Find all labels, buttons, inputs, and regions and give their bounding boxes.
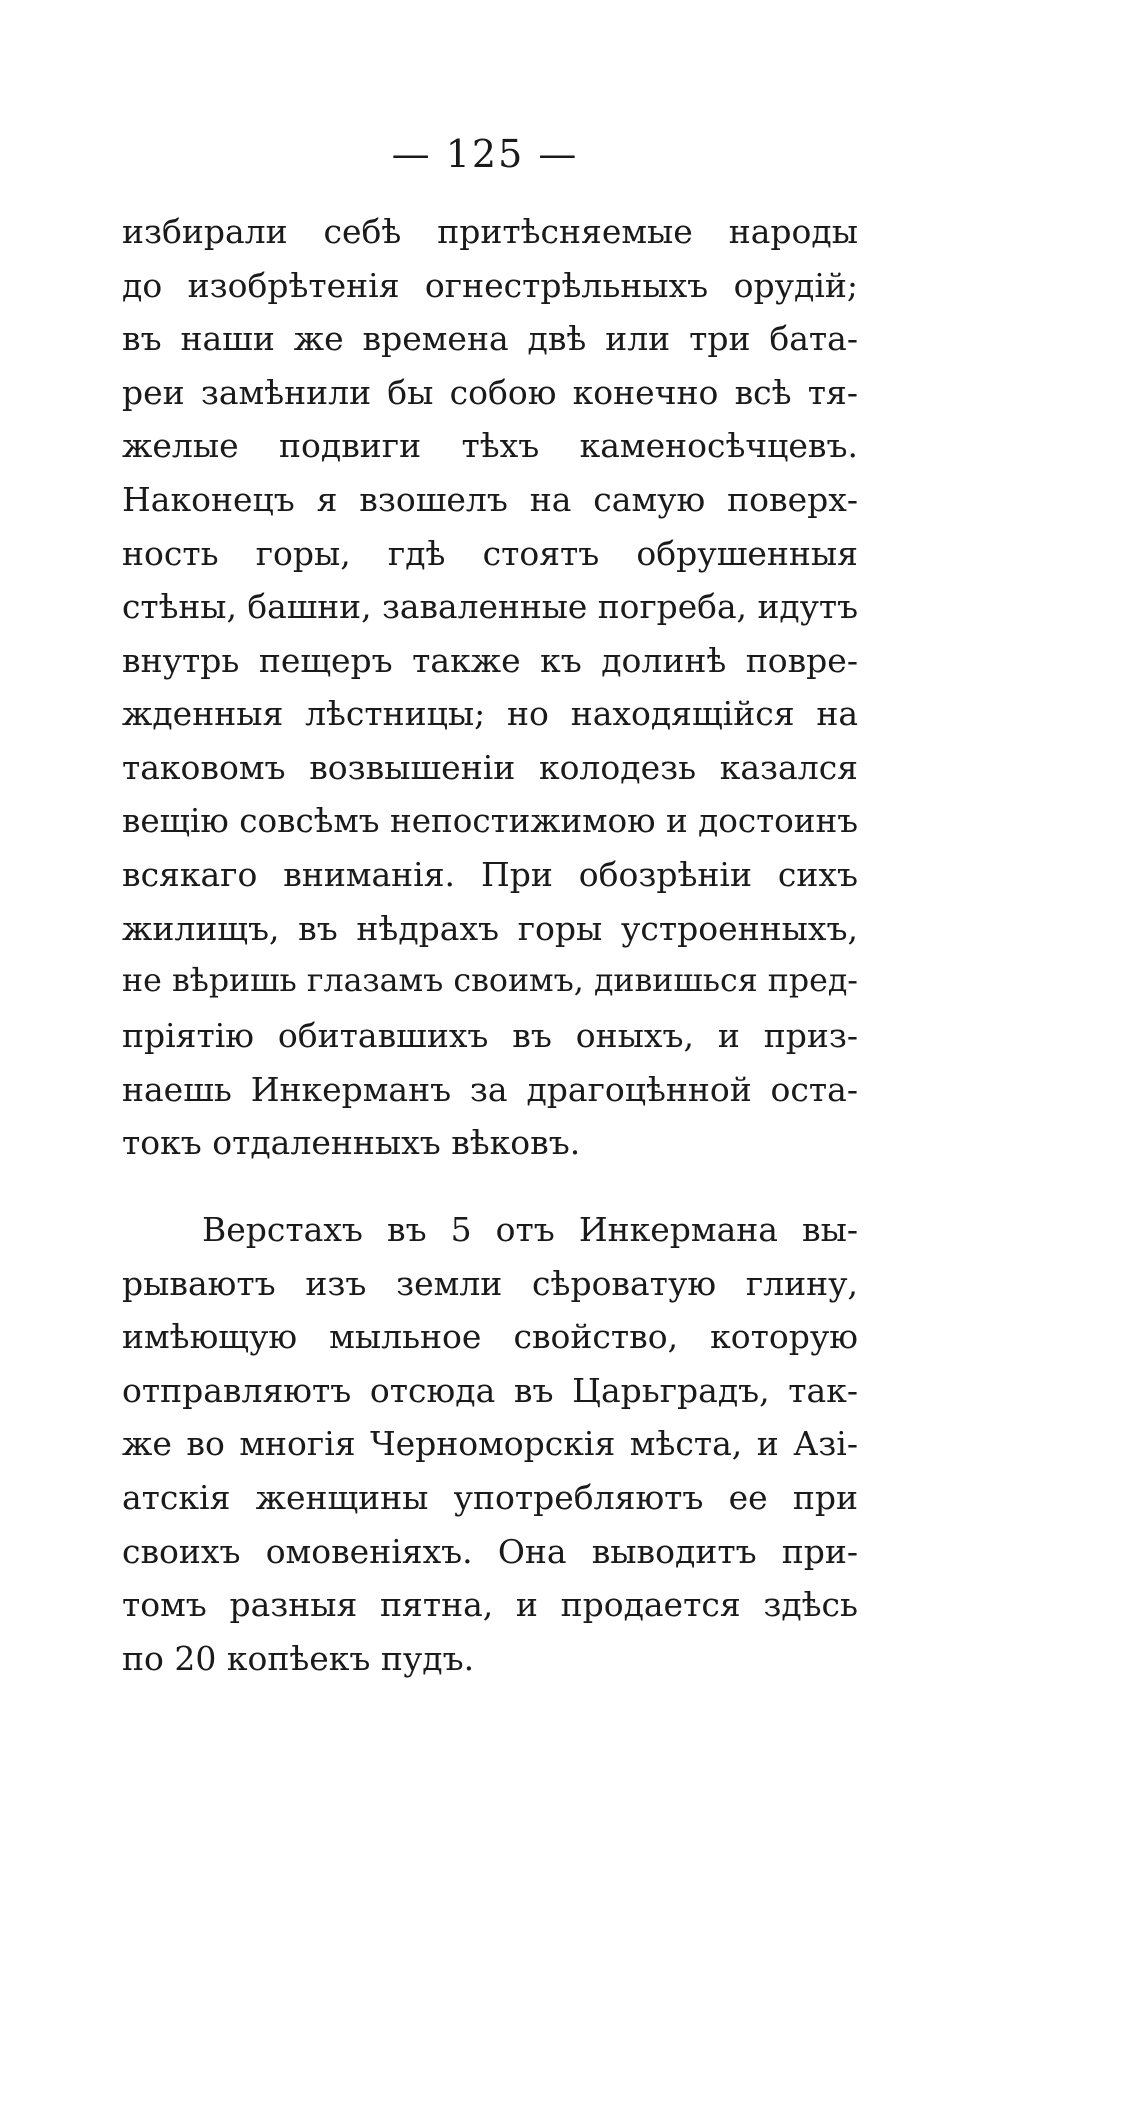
text-line: всякаго вниманія. При обозрѣніи сихъ: [122, 855, 858, 895]
page-number: — 125 —: [391, 132, 579, 176]
text-line: отправляютъ отсюда въ Царьградъ, так-: [122, 1370, 858, 1410]
text-line: жилищъ, въ нѣдрахъ горы устроенныхъ,: [122, 908, 858, 948]
text-line: ность горы, гдѣ стоятъ обрушенныя: [122, 533, 858, 573]
text-line: не вѣришь глазамъ своимъ, дивишься пред-: [122, 963, 858, 1000]
text-line: Верстахъ въ 5 отъ Инкермана вы-: [202, 1210, 858, 1249]
text-line: реи замѣнили бы собою конечно всѣ тя-: [122, 372, 858, 412]
text-line: Наконецъ я взошелъ на самую поверх-: [122, 479, 858, 519]
text-line: вещію совсѣмъ непостижимою и достоинъ: [122, 801, 858, 840]
text-line: наешь Инкерманъ за драгоцѣнной оста-: [122, 1069, 858, 1109]
text-line: токъ отдаленныхъ вѣковъ.: [122, 1123, 581, 1163]
text-line: своихъ омовеніяхъ. Она выводитъ при-: [122, 1531, 858, 1571]
paragraph-1: [122, 205, 858, 1170]
text-line: томъ разныя пятна, и продается здѣсь: [122, 1585, 858, 1625]
text-line: жденныя лѣстницы; но находящійся на: [122, 694, 858, 734]
text-line: имѣющую мыльное свойство, которую: [122, 1317, 858, 1357]
text-line: по 20 копѣекъ пудъ.: [122, 1638, 475, 1678]
text-line: желые подвиги тѣхъ каменосѣчцевъ.: [122, 426, 858, 466]
text-line: внутрь пещеръ также къ долинѣ повре-: [122, 640, 858, 680]
text-line: до изобрѣтенія огнестрѣльныхъ орудій;: [122, 265, 858, 305]
text-line: атскія женщины употребляютъ ее при: [122, 1477, 858, 1517]
paragraph-2: [122, 1203, 858, 1685]
text-line: таковомъ возвышеніи колодезь казался: [122, 747, 858, 787]
text-line: стѣны, башни, заваленные погреба, идутъ: [122, 587, 858, 627]
text-line: же во многія Черноморскія мѣста, и Азі-: [122, 1424, 858, 1464]
text-line: избирали себѣ притѣсняемые народы: [122, 212, 858, 251]
text-line: пріятію обитавшихъ въ оныхъ, и приз-: [122, 1015, 858, 1055]
text-line: рываютъ изъ земли сѣроватую глину,: [122, 1263, 858, 1303]
text-line: въ наши же времена двѣ или три бата-: [122, 319, 858, 359]
